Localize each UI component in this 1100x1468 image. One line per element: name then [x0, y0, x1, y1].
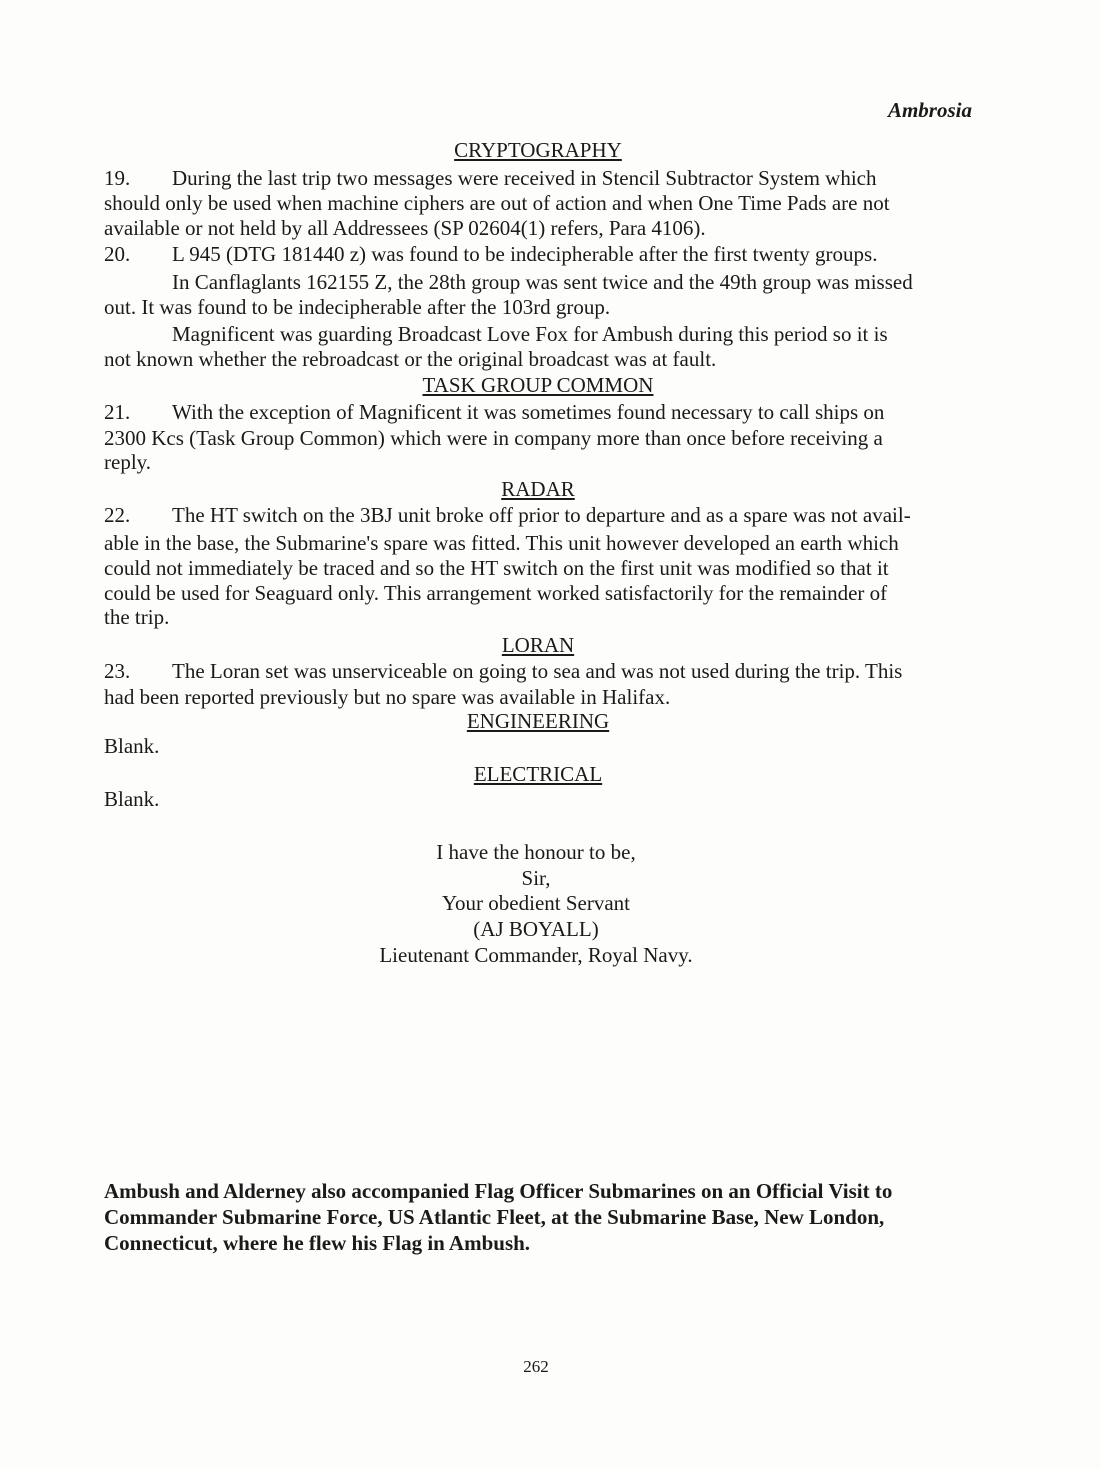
para-21-line-3: reply.: [104, 450, 152, 474]
heading-electrical: ELECTRICAL: [473, 762, 603, 786]
para-20-text-1: L 945 (DTG 181440 z) was found to be indecipherable after the first twenty groups.: [172, 242, 878, 266]
para-19-text-1: During the last trip two messages were received in Stencil Subtractor System which: [172, 166, 877, 190]
para-22-line-4: could be used for Seaguard only. This arrangement worked satisfactorily for the remainder of: [104, 581, 888, 605]
signature-name: (AJ BOYALL): [473, 917, 599, 941]
para-19-number: 19.: [104, 166, 131, 190]
note-line-2: Commander Submarine Force, US Atlantic Fleet, at the Submarine Base, New London,: [104, 1205, 885, 1229]
para-22-text-1: The HT switch on the 3BJ unit broke off prior to departure and as a spare was not avail-: [172, 503, 911, 527]
heading-loran: LORAN: [501, 633, 575, 657]
para-22-number: 22.: [104, 503, 131, 527]
note-line-1: Ambush and Alderney also accompanied Flag Officer Submarines on an Official Visit to: [104, 1179, 893, 1203]
signature-line-3: Your obedient Servant: [441, 891, 630, 915]
para-19-line-2: should only be used when machine ciphers are out of action and when One Time Pads are not: [104, 191, 890, 215]
para-22-line-3: could not immediately be traced and so the HT switch on the first unit was modified so that it: [104, 556, 889, 580]
para-23-text-1: The Loran set was unserviceable on going to sea and was not used during the trip. This: [172, 659, 903, 683]
para-20-line-1: [104, 242, 877, 267]
para-20-number: 20.: [104, 242, 131, 266]
para-21-number: 21.: [104, 400, 131, 424]
para-20-text-2: In Canflaglants 162155 Z, the 28th group was sent twice and the 49th group was missed: [172, 270, 913, 294]
para-23-number: 23.: [104, 659, 131, 683]
signature-line-2: Sir,: [521, 866, 551, 890]
para-21-text-1: With the exception of Magnificent it was sometimes found necessary to call ships on: [172, 400, 885, 424]
para-23-line-1: [104, 659, 902, 684]
para-19-line-1: [104, 166, 877, 191]
para-20-line-2: [104, 270, 913, 295]
electrical-body: Blank.: [104, 787, 160, 811]
para-22-line-2: able in the base, the Submarine's spare was fitted. This unit however developed an earth which: [104, 531, 899, 555]
engineering-body: Blank.: [104, 734, 160, 758]
para-22-line-1: [104, 503, 911, 528]
para-20-line-3: out. It was found to be indecipherable after the 103rd group.: [104, 295, 611, 319]
para-21-line-1: [104, 400, 884, 425]
para-20-line-4: [104, 322, 888, 347]
para-22-line-5: the trip.: [104, 605, 170, 629]
heading-cryptography: CRYPTOGRAPHY: [454, 138, 622, 162]
para-21-line-2: 2300 Kcs (Task Group Common) which were in company more than once before receiving a: [104, 426, 883, 450]
note-line-3: Connecticut, where he flew his Flag in Ambush.: [104, 1231, 531, 1255]
heading-engineering: ENGINEERING: [466, 709, 610, 733]
para-20-text-4: Magnificent was guarding Broadcast Love Fox for Ambush during this period so it is: [172, 322, 888, 346]
heading-task-group-common: TASK GROUP COMMON: [422, 373, 654, 397]
page-number: 262: [523, 1357, 549, 1376]
signature-line-1: I have the honour to be,: [436, 840, 636, 864]
signature-rank: Lieutenant Commander, Royal Navy.: [379, 943, 693, 967]
para-23-line-2: had been reported previously but no spare was available in Halifax.: [104, 685, 671, 709]
running-header: Ambrosia: [887, 98, 972, 122]
para-20-line-5: not known whether the rebroadcast or the original broadcast was at fault.: [104, 347, 717, 371]
heading-radar: RADAR: [501, 477, 575, 501]
para-19-line-3: available or not held by all Addressees (SP 02604(1) refers, Para 4106).: [104, 216, 706, 240]
